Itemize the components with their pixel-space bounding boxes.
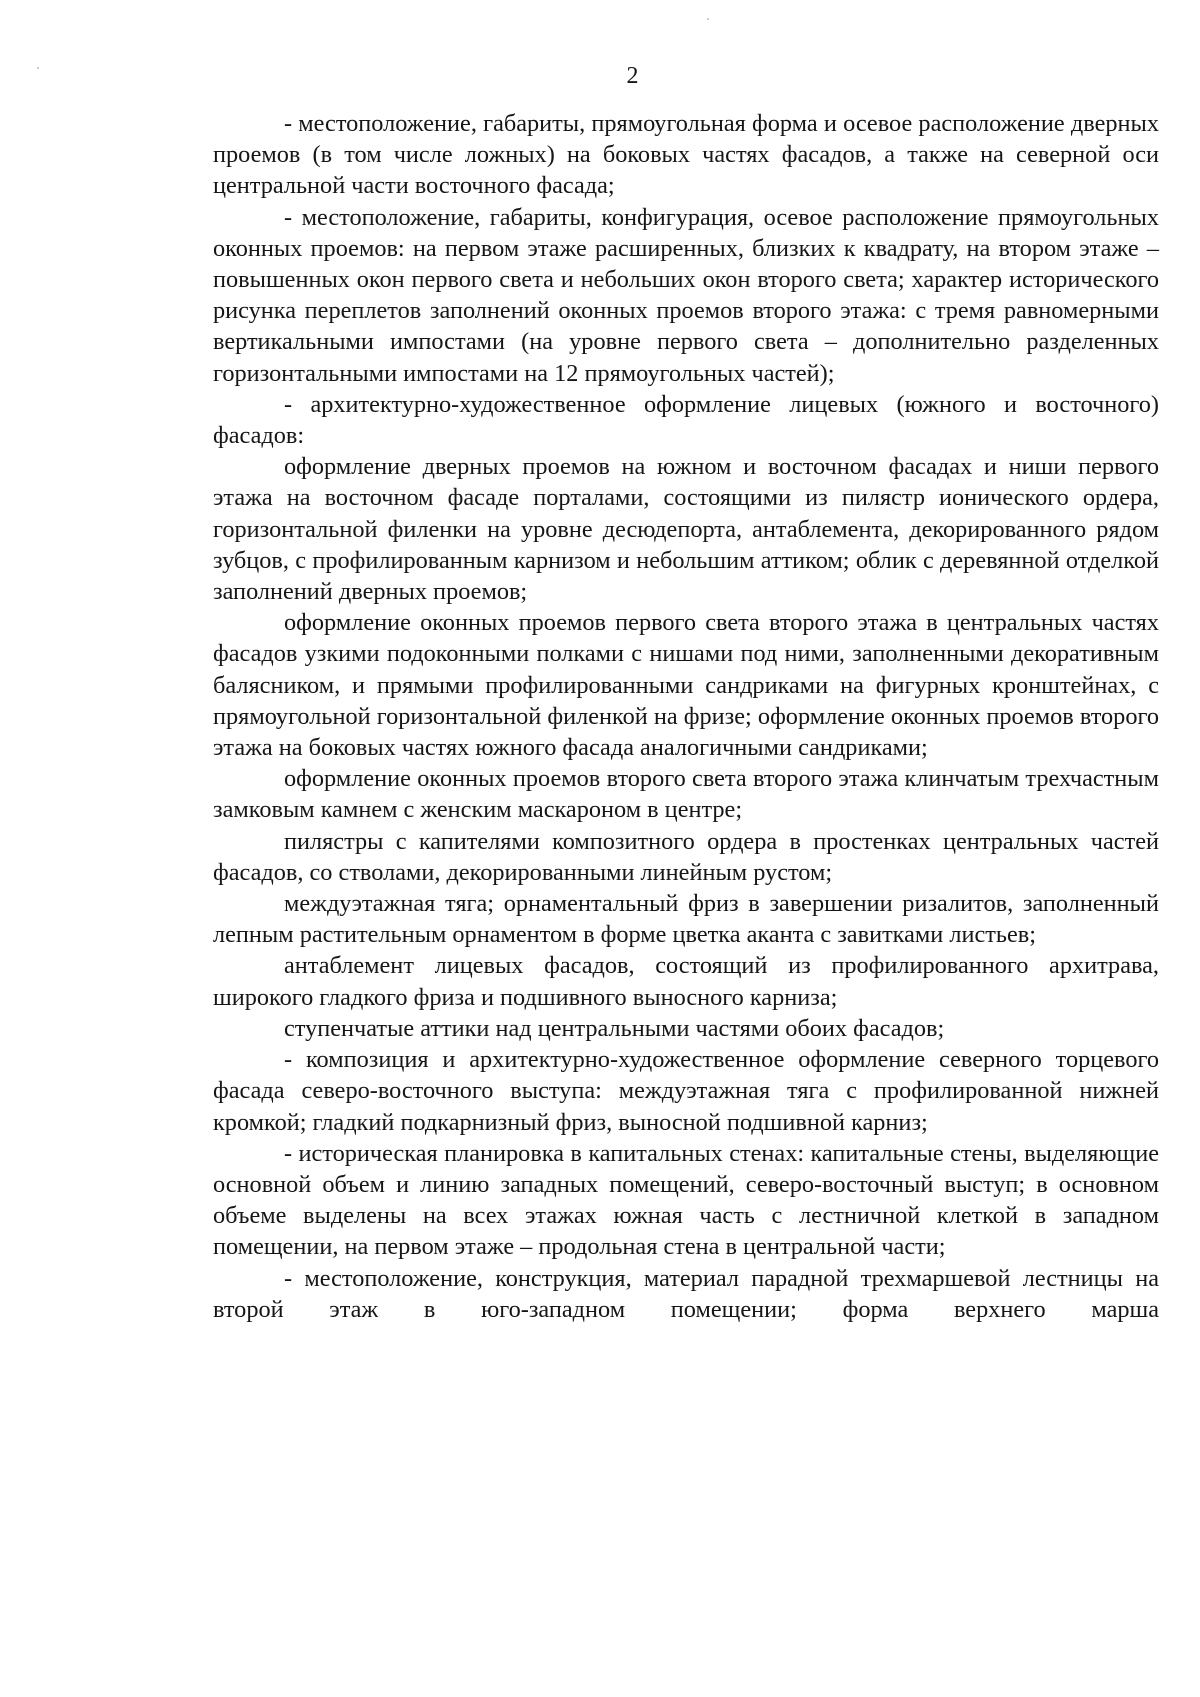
paragraph-pilasters: пилястры с капителями композитного ордера в простенках центральных частей фасадов, со стволами, декорированными линейным рустом; (213, 827, 1159, 886)
paragraph-frieze: междуэтажная тяга; орнаментальный фриз в завершении ризалитов, заполненный лепным растительным орнаментом в форме цветка аканта с завитками листьев; (213, 890, 1159, 949)
page-number: 2 (626, 63, 639, 89)
document-body (213, 108, 1159, 1325)
paragraph-entablature: антаблемент лицевых фасадов, состоящий из профилированного архитрава, широкого гладкого фриза и подшивного выносного карниза; (213, 952, 1159, 1011)
paragraph-window-sills: оформление оконных проемов первого света второго этажа в центральных частях фасадов узкими подоконными полками с нишами под ними, заполненными декоративным балясником, и прямыми профилированными сандриками на фигурных кронштейнах, с прямоугольной горизонтальной филенкой на фризе; оформление оконных проемов второго этажа на боковых частях южного фасада аналогичными сандриками; (213, 609, 1159, 762)
paragraph-keystone: оформление оконных проемов второго света второго этажа клинчатым трехчастным замковым камнем с женским маскароном в центре; (213, 765, 1159, 824)
paragraph-facade-decoration: - архитектурно-художественное оформление лицевых (южного и восточного) фасадов: (213, 390, 1159, 450)
paragraph-window-openings: - местоположение, габариты, конфигурация, осевое расположение прямоугольных оконных проемов: на первом этаже расширенных, близких к квадрату, на втором этаже – повышенных окон первого света и небольших окон второго света; характер исторического рисунка переплетов заполнений оконных проемов второго этажа: с тремя равномерными вертикальными импостами (на уровне первого света – дополнительно разделенных горизонтальными импостами на 12 прямоугольных частей); (213, 203, 1159, 387)
paragraph-attics: ступенчатые аттики над центральными частями обоих фасадов; (284, 1014, 945, 1042)
paragraph-staircase: - местоположение, конструкция, материал парадной трехмаршевой лестницы на второй этаж в юго-западном помещении; форма верхнего марша (213, 1264, 1159, 1323)
paragraph-door-portals: оформление дверных проемов на южном и восточном фасадах и ниши первого этажа на восточном фасаде порталами, состоящими из пилястр ионического ордера, горизонтальной филенки на уровне десюдепорта, антаблемента, декорированного рядом зубцов, с профилированным карнизом и небольшим аттиком; облик с деревянной отделкой заполнений дверных проемов; (213, 453, 1159, 606)
scan-speck (37, 67, 39, 69)
paragraph-north-facade: - композиция и архитектурно-художественное оформление северного торцевого фасада северо-восточного выступа: междуэтажная тяга с профилированной нижней кромкой; гладкий подкарнизный фриз, выносной подшивной карниз; (213, 1046, 1159, 1136)
paragraph-door-openings: - местоположение, габариты, прямоугольная форма и осевое расположение дверных проемов (в том числе ложных) на боковых частях фасадов, а также на северной оси центральной части восточного фасада; (213, 110, 1159, 200)
scan-speck (707, 18, 709, 20)
paragraph-planning: - историческая планировка в капитальных стенах: капитальные стены, выделяющие основной объем и линию западных помещений, северо-восточный выступ; в основном объеме выделены на всех этажах южная часть с лестничной клеткой в западном помещении, на первом этаже – продольная стена в центральной части; (213, 1139, 1159, 1261)
